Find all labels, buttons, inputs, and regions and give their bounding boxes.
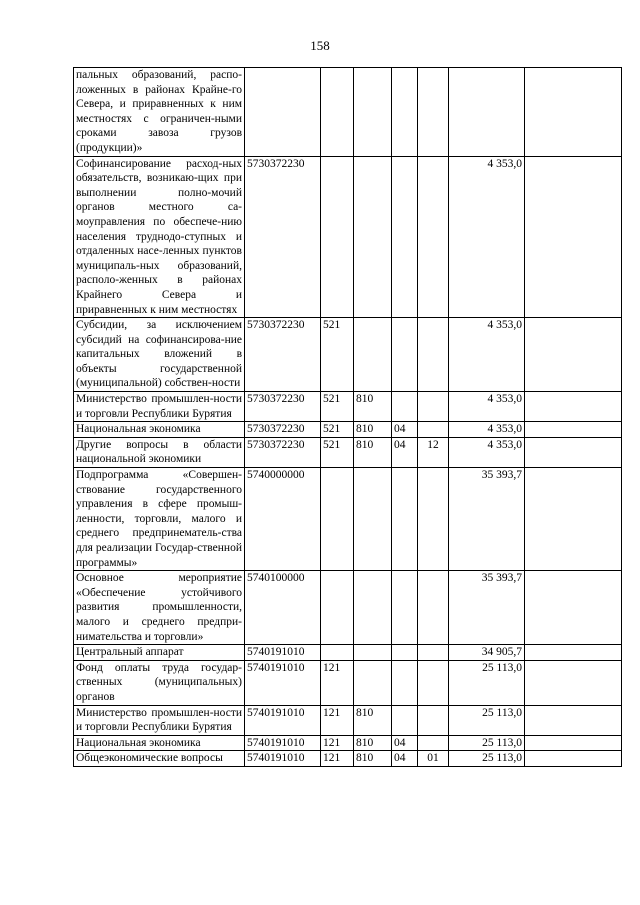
target-code-cell: 5740191010	[245, 645, 321, 661]
section-cell	[392, 705, 418, 735]
empty-cell	[525, 318, 622, 392]
subsection-cell	[418, 392, 449, 422]
page-number: 158	[310, 38, 330, 53]
section-cell: 04	[392, 735, 418, 751]
empty-cell	[525, 437, 622, 467]
table-row	[74, 751, 622, 767]
section-cell	[392, 318, 418, 392]
empty-cell	[525, 468, 622, 571]
target-code-cell	[245, 68, 321, 157]
administrator-cell: 810	[354, 422, 392, 438]
row-name-cell: пальных образований, распо-ложенных в районах Крайне-го Севера, и приравненных к ним местностях с ограничен-ными сроками завоза грузов (продукции)»	[74, 68, 245, 157]
amount-cell: 25 113,0	[449, 735, 525, 751]
table-row	[74, 660, 622, 705]
empty-cell	[525, 68, 622, 157]
subsection-cell	[418, 468, 449, 571]
expense-type-cell	[321, 68, 354, 157]
target-code-cell: 5730372230	[245, 422, 321, 438]
administrator-cell	[354, 68, 392, 157]
amount-cell: 25 113,0	[449, 705, 525, 735]
row-name-cell: Национальная экономика	[74, 735, 245, 751]
row-name-cell: Центральный аппарат	[74, 645, 245, 661]
subsection-cell	[418, 68, 449, 157]
table-row	[74, 156, 622, 318]
empty-cell	[525, 735, 622, 751]
row-name-cell: Другие вопросы в области национальной экономики	[74, 437, 245, 467]
section-cell: 04	[392, 422, 418, 438]
section-cell	[392, 468, 418, 571]
amount-cell: 34 905,7	[449, 645, 525, 661]
amount-cell: 25 113,0	[449, 660, 525, 705]
expense-type-cell: 521	[321, 318, 354, 392]
expense-type-cell: 521	[321, 437, 354, 467]
table-body	[74, 68, 622, 767]
section-cell	[392, 571, 418, 645]
target-code-cell: 5740100000	[245, 571, 321, 645]
section-cell	[392, 156, 418, 318]
subsection-cell	[418, 422, 449, 438]
target-code-cell: 5740191010	[245, 705, 321, 735]
subsection-cell	[418, 735, 449, 751]
subsection-cell	[418, 705, 449, 735]
administrator-cell: 810	[354, 751, 392, 767]
subsection-cell: 12	[418, 437, 449, 467]
section-cell	[392, 392, 418, 422]
target-code-cell: 5730372230	[245, 437, 321, 467]
empty-cell	[525, 751, 622, 767]
amount-cell: 4 353,0	[449, 392, 525, 422]
target-code-cell: 5730372230	[245, 156, 321, 318]
row-name-cell: Фонд оплаты труда государ-ственных (муниципальных) органов	[74, 660, 245, 705]
empty-cell	[525, 571, 622, 645]
administrator-cell	[354, 645, 392, 661]
table-row	[74, 392, 622, 422]
row-name-cell: Субсидии, за исключением субсидий на софинансирова-ние капитальных вложений в объекты государственной (муниципальной) собствен-ности	[74, 318, 245, 392]
empty-cell	[525, 156, 622, 318]
target-code-cell: 5740000000	[245, 468, 321, 571]
table-row	[74, 468, 622, 571]
section-cell	[392, 645, 418, 661]
administrator-cell: 810	[354, 735, 392, 751]
subsection-cell: 01	[418, 751, 449, 767]
row-name-cell: Софинансирование расход-ных обязательств, возникаю-щих при выполнении полно-мочий органов местного са-моуправления по обеспече-нию населения труднодо-ступных и отдаленных насе-ленных пунктов муниципаль-ных образований, располо-женных в районах Крайнего Севера и приравненных к ним местностях	[74, 156, 245, 318]
table-row	[74, 735, 622, 751]
amount-cell: 25 113,0	[449, 751, 525, 767]
expense-type-cell: 121	[321, 735, 354, 751]
amount-cell: 35 393,7	[449, 468, 525, 571]
section-cell	[392, 660, 418, 705]
amount-cell: 35 393,7	[449, 571, 525, 645]
row-name-cell: Основное мероприятие «Обеспечение устойчивого развития промышленности, малого и среднего предпри-нимательства и торговли»	[74, 571, 245, 645]
subsection-cell	[418, 156, 449, 318]
administrator-cell	[354, 318, 392, 392]
table-row	[74, 437, 622, 467]
expense-type-cell	[321, 468, 354, 571]
expense-type-cell: 121	[321, 751, 354, 767]
amount-cell: 4 353,0	[449, 156, 525, 318]
empty-cell	[525, 705, 622, 735]
table-row	[74, 571, 622, 645]
table-row	[74, 705, 622, 735]
row-name-cell: Министерство промышлен-ности и торговли Республики Бурятия	[74, 705, 245, 735]
target-code-cell: 5740191010	[245, 751, 321, 767]
section-cell: 04	[392, 751, 418, 767]
subsection-cell	[418, 645, 449, 661]
table-row	[74, 645, 622, 661]
administrator-cell	[354, 660, 392, 705]
amount-cell: 4 353,0	[449, 437, 525, 467]
administrator-cell: 810	[354, 705, 392, 735]
administrator-cell	[354, 468, 392, 571]
expense-type-cell	[321, 156, 354, 318]
amount-cell: 4 353,0	[449, 318, 525, 392]
subsection-cell	[418, 660, 449, 705]
amount-cell	[449, 68, 525, 157]
section-cell	[392, 68, 418, 157]
expense-type-cell	[321, 645, 354, 661]
expense-type-cell: 121	[321, 705, 354, 735]
empty-cell	[525, 422, 622, 438]
row-name-cell: Общеэкономические вопросы	[74, 751, 245, 767]
target-code-cell: 5730372230	[245, 392, 321, 422]
section-cell: 04	[392, 437, 418, 467]
budget-table	[73, 67, 622, 767]
target-code-cell: 5730372230	[245, 318, 321, 392]
expense-type-cell: 521	[321, 392, 354, 422]
row-name-cell: Министерство промышлен-ности и торговли Республики Бурятия	[74, 392, 245, 422]
table-row	[74, 422, 622, 438]
target-code-cell: 5740191010	[245, 660, 321, 705]
administrator-cell: 810	[354, 437, 392, 467]
administrator-cell	[354, 571, 392, 645]
amount-cell: 4 353,0	[449, 422, 525, 438]
expense-type-cell: 521	[321, 422, 354, 438]
row-name-cell: Национальная экономика	[74, 422, 245, 438]
empty-cell	[525, 392, 622, 422]
expense-type-cell	[321, 571, 354, 645]
table-row	[74, 318, 622, 392]
administrator-cell	[354, 156, 392, 318]
empty-cell	[525, 645, 622, 661]
subsection-cell	[418, 318, 449, 392]
target-code-cell: 5740191010	[245, 735, 321, 751]
expense-type-cell: 121	[321, 660, 354, 705]
subsection-cell	[418, 571, 449, 645]
table-row	[74, 68, 622, 157]
empty-cell	[525, 660, 622, 705]
administrator-cell: 810	[354, 392, 392, 422]
row-name-cell: Подпрограмма «Совершен-ствование государственного управления в сфере промыш-ленности, торговли, малого и среднего предпринематель-ства для реализации Государ-ственной программы»	[74, 468, 245, 571]
